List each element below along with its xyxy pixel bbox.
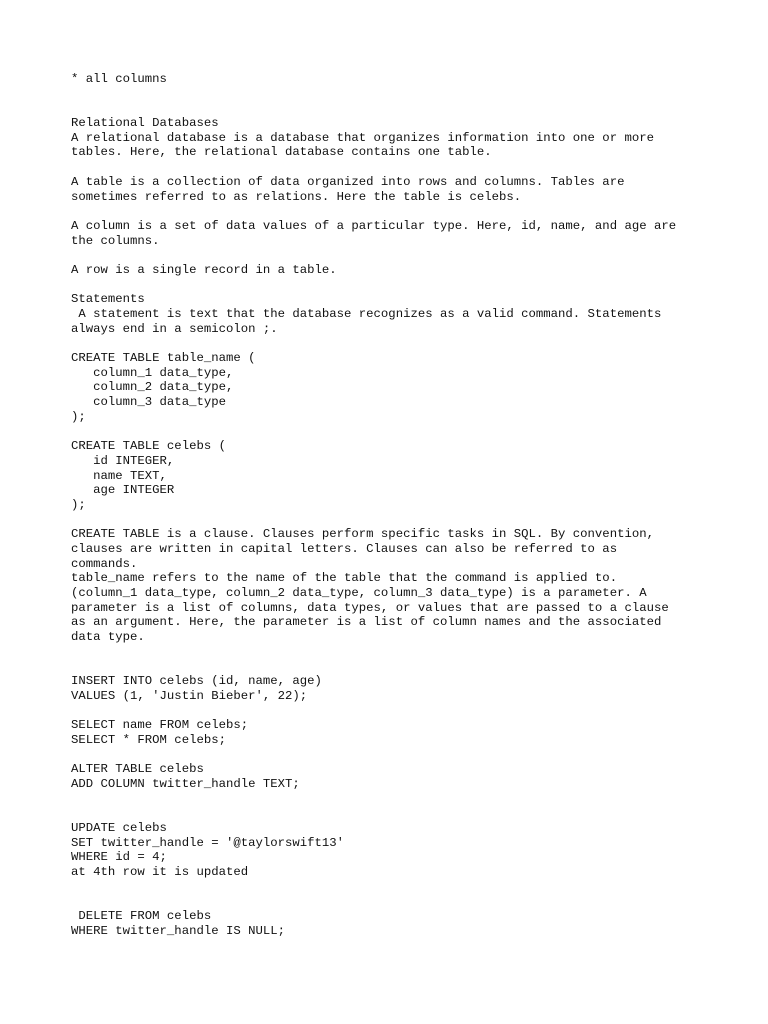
blank-line bbox=[71, 101, 751, 116]
text-line: ); bbox=[71, 409, 86, 424]
blank-line bbox=[71, 336, 751, 351]
blank-line bbox=[71, 248, 751, 263]
text-line: sometimes referred to as relations. Here the table is celebs. bbox=[71, 189, 522, 204]
text-line: WHERE id = 4; bbox=[71, 850, 167, 865]
text-line: CREATE TABLE is a clause. Clauses perform specific tasks in SQL. By convention, bbox=[71, 527, 654, 542]
text-line: A column is a set of data values of a particular type. Here, id, name, and age are bbox=[71, 218, 677, 233]
text-line: column_2 data_type, bbox=[71, 380, 234, 395]
text-line: INSERT INTO celebs (id, name, age) bbox=[71, 674, 322, 689]
text-line: ADD COLUMN twitter_handle TEXT; bbox=[71, 777, 300, 791]
text-line: as an argument. Here, the parameter is a list of column names and the associated bbox=[71, 615, 662, 630]
text-line: A row is a single record in a table. bbox=[71, 262, 337, 277]
text-line: id INTEGER, bbox=[71, 453, 175, 468]
text-line: ); bbox=[71, 497, 86, 512]
blank-line bbox=[71, 806, 751, 821]
text-line: SELECT name FROM celebs; bbox=[71, 718, 249, 733]
document-page bbox=[71, 72, 751, 939]
text-line: (column_1 data_type, column_2 data_type, column_3 data_type) is a parameter. A bbox=[71, 586, 647, 601]
text-line: UPDATE celebs bbox=[71, 821, 167, 836]
text-line: ALTER TABLE celebs bbox=[71, 762, 204, 777]
blank-line bbox=[71, 160, 751, 175]
blank-line bbox=[71, 278, 751, 293]
blank-line bbox=[71, 513, 751, 528]
text-line: A table is a collection of data organized into rows and columns. Tables are bbox=[71, 174, 625, 189]
blank-line bbox=[71, 87, 751, 102]
text-line: commands. bbox=[71, 556, 138, 571]
text-line: tables. Here, the relational database contains one table. bbox=[71, 145, 492, 160]
text-line: column_1 data_type, bbox=[71, 365, 234, 380]
text-line: A relational database is a database that organizes information into one or more bbox=[71, 130, 654, 145]
text-line: A statement is text that the database recognizes as a valid command. Statements bbox=[71, 307, 662, 321]
text-line: * all columns bbox=[71, 72, 167, 86]
text-line: table_name refers to the name of the table that the command is applied to. bbox=[71, 571, 618, 586]
blank-line bbox=[71, 204, 751, 219]
blank-line bbox=[71, 748, 751, 763]
blank-line bbox=[71, 704, 751, 719]
text-line: CREATE TABLE celebs ( bbox=[71, 439, 226, 454]
text-line: CREATE TABLE table_name ( bbox=[71, 351, 256, 366]
text-line: data type. bbox=[71, 630, 145, 645]
text-line: age INTEGER bbox=[71, 483, 175, 498]
text-line: SET twitter_handle = '@taylorswift13' bbox=[71, 835, 345, 850]
blank-line bbox=[71, 660, 751, 675]
blank-line bbox=[71, 645, 751, 660]
text-line: SELECT * FROM celebs; bbox=[71, 732, 226, 747]
text-line: parameter is a list of columns, data types, or values that are passed to a clause bbox=[71, 600, 669, 615]
text-line: Statements bbox=[71, 292, 145, 307]
text-line: DELETE FROM celebs bbox=[71, 909, 212, 924]
text-line: WHERE twitter_handle IS NULL; bbox=[71, 923, 286, 938]
text-line: at 4th row it is updated bbox=[71, 865, 249, 880]
text-line: VALUES (1, 'Justin Bieber', 22); bbox=[71, 688, 308, 703]
text-line: always end in a semicolon ;. bbox=[71, 321, 278, 336]
text-line: Relational Databases bbox=[71, 116, 219, 131]
text-line: name TEXT, bbox=[71, 468, 167, 483]
text-line: clauses are written in capital letters. Clauses can also be referred to as bbox=[71, 542, 618, 556]
text-line: the columns. bbox=[71, 233, 160, 248]
blank-line bbox=[71, 880, 751, 895]
blank-line bbox=[71, 792, 751, 807]
blank-line bbox=[71, 895, 751, 910]
blank-line bbox=[71, 425, 751, 440]
text-line: column_3 data_type bbox=[71, 395, 226, 410]
